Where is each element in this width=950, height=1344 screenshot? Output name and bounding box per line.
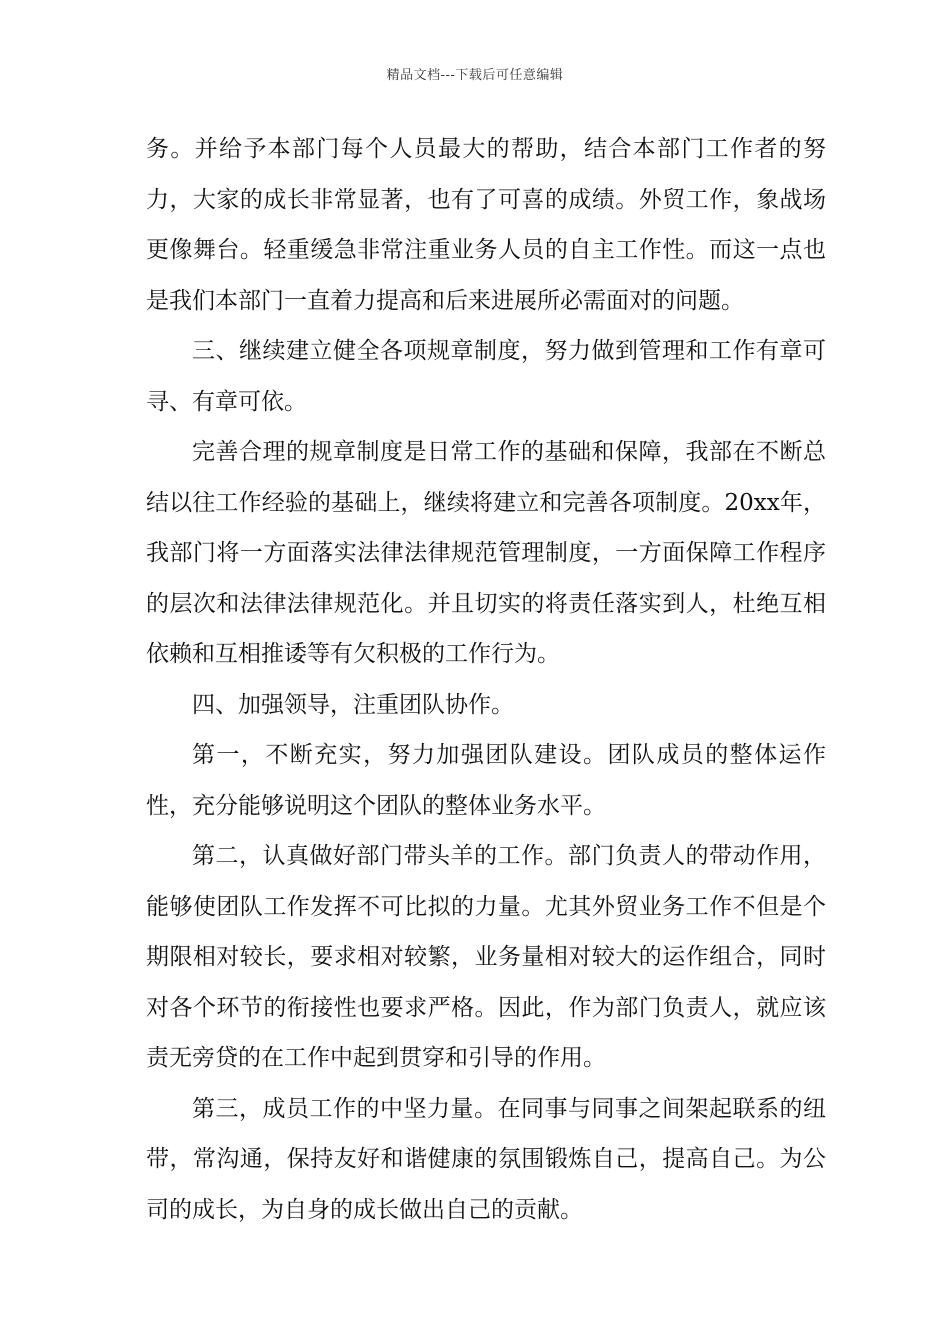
paragraph-point-two: 第二，认真做好部门带头羊的工作。部门负责人的带动作用，能够使团队工作发挥不可比拟的力量。尤其外贸业务工作不但是个期限相对较长，要求相对较繁，业务量相对较大的运作组合，同时对各个环节的衔接性也要求严格。因此，作为部门负责人，就应该责无旁贷的在工作中起到贯穿和引导的作用。	[146, 843, 826, 1071]
paragraph-section-four-heading: 四、加强领导，注重团队协作。	[192, 691, 514, 718]
document-body	[146, 124, 826, 1235]
paragraph-point-three: 第三，成员工作的中坚力量。在同事与同事之间架起联系的纽带，常沟通，保持友好和谐健康的氛围锻炼自己，提高自己。为公司的成长，为自身的成长做出自己的贡献。	[146, 1095, 826, 1223]
paragraph-section-three-heading: 三、继续建立健全各项规章制度，努力做到管理和工作有章可寻、有章可依。	[146, 338, 826, 415]
paragraph-continuation: 务。并给予本部门每个人员最大的帮助，结合本部门工作者的努力，大家的成长非常显著，也有了可喜的成绩。外贸工作，象战场更像舞台。轻重缓急非常注重业务人员的自主工作性。而这一点也是我们本部门一直着力提高和后来进展所必需面对的问题。	[146, 136, 826, 314]
paragraph-rules-system: 完善合理的规章制度是日常工作的基础和保障，我部在不断总结以往工作经验的基础上，继续将建立和完善各项制度。20xx年，我部门将一方面落实法律法律规范管理制度，一方面保障工作程序的层次和法律法律规范化。并且切实的将责任落实到人，杜绝互相依赖和互相推诿等有欠积极的工作行为。	[146, 439, 826, 667]
paragraph-point-one: 第一，不断充实，努力加强团队建设。团队成员的整体运作性，充分能够说明这个团队的整体业务水平。	[146, 742, 826, 819]
page-header: 精品文档---下载后可任意编辑	[386, 68, 564, 83]
